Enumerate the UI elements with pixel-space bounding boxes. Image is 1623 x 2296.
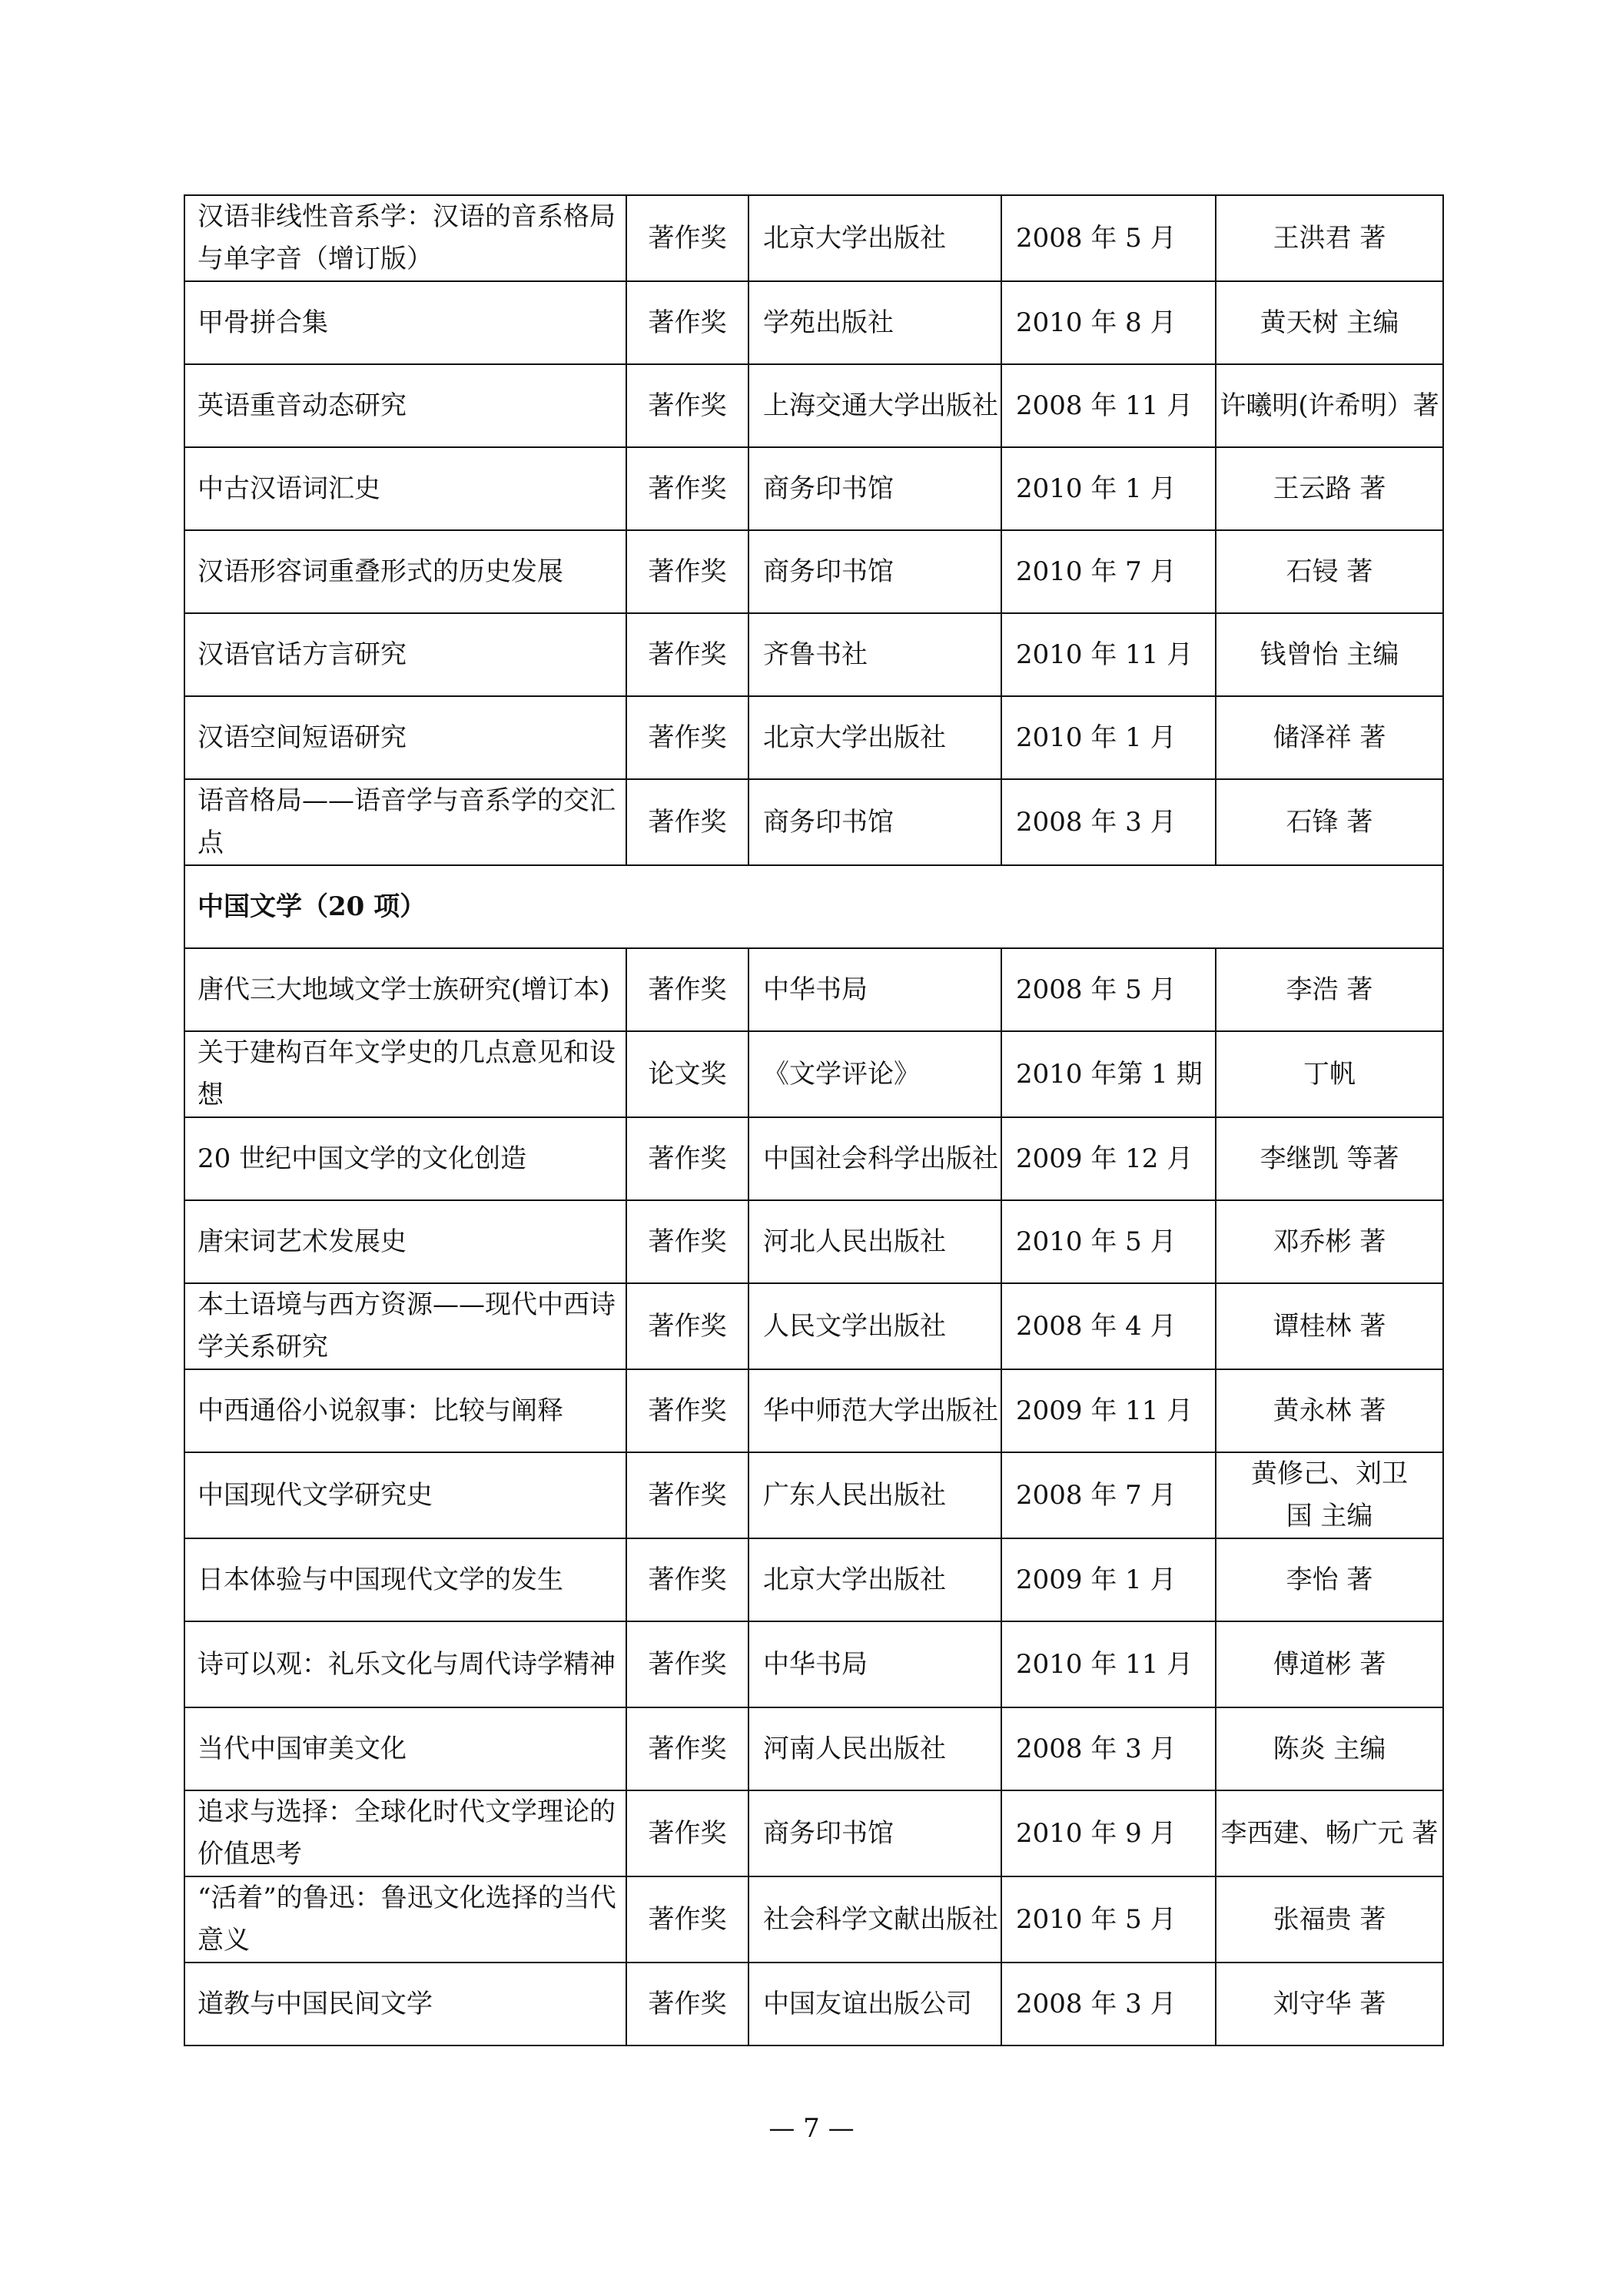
publisher-cell: 学苑出版社 bbox=[748, 281, 1001, 364]
publisher-cell: 商务印书馆 bbox=[748, 1790, 1001, 1876]
table-row bbox=[184, 1876, 1443, 1963]
award-type-cell: 著作奖 bbox=[626, 1707, 748, 1790]
award-type-cell: 著作奖 bbox=[626, 447, 748, 530]
title-cell: 中国现代文学研究史 bbox=[184, 1452, 626, 1538]
award-type-cell: 著作奖 bbox=[626, 1963, 748, 2045]
table-row bbox=[184, 1031, 1443, 1117]
publisher-cell: 上海交通大学出版社 bbox=[748, 364, 1001, 447]
author-cell: 李浩 著 bbox=[1216, 948, 1443, 1031]
publisher-cell: 广东人民出版社 bbox=[748, 1452, 1001, 1538]
publisher-cell: 北京大学出版社 bbox=[748, 1538, 1001, 1621]
title-cell: 唐代三大地域文学士族研究(增订本) bbox=[184, 948, 626, 1031]
date-cell: 2008 年 4 月 bbox=[1001, 1283, 1216, 1369]
author-cell: 黄修己、刘卫国 主编 bbox=[1216, 1452, 1443, 1538]
date-cell: 2008 年 7 月 bbox=[1001, 1452, 1216, 1538]
table-row bbox=[184, 1369, 1443, 1452]
publisher-cell: 河南人民出版社 bbox=[748, 1707, 1001, 1790]
date-cell: 2010 年 8 月 bbox=[1001, 281, 1216, 364]
author-cell: 王云路 著 bbox=[1216, 447, 1443, 530]
date-cell: 2010 年 7 月 bbox=[1001, 530, 1216, 613]
date-cell: 2008 年 5 月 bbox=[1001, 195, 1216, 281]
date-cell: 2010 年 5 月 bbox=[1001, 1876, 1216, 1963]
publisher-cell: 北京大学出版社 bbox=[748, 696, 1001, 779]
table-row bbox=[184, 1117, 1443, 1200]
title-cell: 中古汉语词汇史 bbox=[184, 447, 626, 530]
publisher-cell: 河北人民出版社 bbox=[748, 1200, 1001, 1283]
date-cell: 2010 年 11 月 bbox=[1001, 1621, 1216, 1707]
title-cell: 20 世纪中国文学的文化创造 bbox=[184, 1117, 626, 1200]
author-cell: 邓乔彬 著 bbox=[1216, 1200, 1443, 1283]
date-cell: 2009 年 11 月 bbox=[1001, 1369, 1216, 1452]
table-row bbox=[184, 1452, 1443, 1538]
table-row bbox=[184, 364, 1443, 447]
author-cell: 王洪君 著 bbox=[1216, 195, 1443, 281]
table-row bbox=[184, 613, 1443, 696]
award-type-cell: 著作奖 bbox=[626, 1283, 748, 1369]
title-cell: 中西通俗小说叙事：比较与阐释 bbox=[184, 1369, 626, 1452]
table-row bbox=[184, 447, 1443, 530]
award-type-cell: 著作奖 bbox=[626, 1876, 748, 1963]
date-cell: 2009 年 1 月 bbox=[1001, 1538, 1216, 1621]
title-cell: 英语重音动态研究 bbox=[184, 364, 626, 447]
title-cell: 汉语空间短语研究 bbox=[184, 696, 626, 779]
award-type-cell: 著作奖 bbox=[626, 779, 748, 865]
title-cell: 当代中国审美文化 bbox=[184, 1707, 626, 1790]
award-type-cell: 论文奖 bbox=[626, 1031, 748, 1117]
publisher-cell: 商务印书馆 bbox=[748, 530, 1001, 613]
award-type-cell: 著作奖 bbox=[626, 948, 748, 1031]
award-type-cell: 著作奖 bbox=[626, 613, 748, 696]
title-cell: 汉语非线性音系学：汉语的音系格局与单字音（增订版） bbox=[184, 195, 626, 281]
table-row bbox=[184, 1283, 1443, 1369]
table-row bbox=[184, 1707, 1443, 1790]
author-cell: 傅道彬 著 bbox=[1216, 1621, 1443, 1707]
date-cell: 2010 年第 1 期 bbox=[1001, 1031, 1216, 1117]
awards-table bbox=[184, 194, 1444, 2046]
title-cell: 本土语境与西方资源——现代中西诗学关系研究 bbox=[184, 1283, 626, 1369]
author-cell: 储泽祥 著 bbox=[1216, 696, 1443, 779]
author-cell: 李怡 著 bbox=[1216, 1538, 1443, 1621]
table-row bbox=[184, 1790, 1443, 1876]
date-cell: 2010 年 1 月 bbox=[1001, 696, 1216, 779]
title-cell: 唐宋词艺术发展史 bbox=[184, 1200, 626, 1283]
publisher-cell: 中国社会科学出版社 bbox=[748, 1117, 1001, 1200]
award-type-cell: 著作奖 bbox=[626, 1621, 748, 1707]
table-row bbox=[184, 1538, 1443, 1621]
publisher-cell: 华中师范大学出版社 bbox=[748, 1369, 1001, 1452]
award-type-cell: 著作奖 bbox=[626, 1538, 748, 1621]
title-cell: 语音格局——语音学与音系学的交汇点 bbox=[184, 779, 626, 865]
publisher-cell: 商务印书馆 bbox=[748, 447, 1001, 530]
publisher-cell: 人民文学出版社 bbox=[748, 1283, 1001, 1369]
table-row bbox=[184, 281, 1443, 364]
award-type-cell: 著作奖 bbox=[626, 696, 748, 779]
publisher-cell: 中华书局 bbox=[748, 1621, 1001, 1707]
author-cell: 陈炎 主编 bbox=[1216, 1707, 1443, 1790]
date-cell: 2009 年 12 月 bbox=[1001, 1117, 1216, 1200]
publisher-cell: 社会科学文献出版社 bbox=[748, 1876, 1001, 1963]
section-header-row bbox=[184, 865, 1443, 948]
publisher-cell: 中华书局 bbox=[748, 948, 1001, 1031]
author-cell: 李西建、畅广元 著 bbox=[1216, 1790, 1443, 1876]
award-type-cell: 著作奖 bbox=[626, 1369, 748, 1452]
author-cell: 石锓 著 bbox=[1216, 530, 1443, 613]
title-cell: 关于建构百年文学史的几点意见和设想 bbox=[184, 1031, 626, 1117]
date-cell: 2008 年 3 月 bbox=[1001, 779, 1216, 865]
title-cell: 日本体验与中国现代文学的发生 bbox=[184, 1538, 626, 1621]
title-cell: 甲骨拼合集 bbox=[184, 281, 626, 364]
title-cell: 汉语形容词重叠形式的历史发展 bbox=[184, 530, 626, 613]
award-type-cell: 著作奖 bbox=[626, 1452, 748, 1538]
publisher-cell: 《文学评论》 bbox=[748, 1031, 1001, 1117]
table-row bbox=[184, 1963, 1443, 2045]
award-type-cell: 著作奖 bbox=[626, 1790, 748, 1876]
author-cell: 张福贵 著 bbox=[1216, 1876, 1443, 1963]
table-row bbox=[184, 779, 1443, 865]
table-row bbox=[184, 1621, 1443, 1707]
date-cell: 2010 年 9 月 bbox=[1001, 1790, 1216, 1876]
table-row bbox=[184, 195, 1443, 281]
date-cell: 2008 年 5 月 bbox=[1001, 948, 1216, 1031]
author-cell: 钱曾怡 主编 bbox=[1216, 613, 1443, 696]
publisher-cell: 商务印书馆 bbox=[748, 779, 1001, 865]
table-row bbox=[184, 530, 1443, 613]
title-cell: 诗可以观：礼乐文化与周代诗学精神 bbox=[184, 1621, 626, 1707]
date-cell: 2010 年 5 月 bbox=[1001, 1200, 1216, 1283]
title-cell: “活着”的鲁迅：鲁迅文化选择的当代意义 bbox=[184, 1876, 626, 1963]
author-cell: 谭桂林 著 bbox=[1216, 1283, 1443, 1369]
page-number: — 7 — bbox=[768, 2113, 855, 2144]
award-type-cell: 著作奖 bbox=[626, 195, 748, 281]
author-cell: 黄天树 主编 bbox=[1216, 281, 1443, 364]
publisher-cell: 齐鲁书社 bbox=[748, 613, 1001, 696]
date-cell: 2008 年 11 月 bbox=[1001, 364, 1216, 447]
title-cell: 追求与选择：全球化时代文学理论的价值思考 bbox=[184, 1790, 626, 1876]
publisher-cell: 北京大学出版社 bbox=[748, 195, 1001, 281]
award-type-cell: 著作奖 bbox=[626, 1117, 748, 1200]
date-cell: 2010 年 1 月 bbox=[1001, 447, 1216, 530]
award-type-cell: 著作奖 bbox=[626, 1200, 748, 1283]
table-row bbox=[184, 696, 1443, 779]
award-type-cell: 著作奖 bbox=[626, 530, 748, 613]
author-cell: 石锋 著 bbox=[1216, 779, 1443, 865]
date-cell: 2008 年 3 月 bbox=[1001, 1707, 1216, 1790]
author-cell: 丁帆 bbox=[1216, 1031, 1443, 1117]
author-cell: 许曦明(许希明）著 bbox=[1216, 364, 1443, 447]
author-cell: 黄永林 著 bbox=[1216, 1369, 1443, 1452]
section-title: 中国文学（20 项） bbox=[184, 865, 1443, 948]
award-type-cell: 著作奖 bbox=[626, 364, 748, 447]
publisher-cell: 中国友谊出版公司 bbox=[748, 1963, 1001, 2045]
title-cell: 道教与中国民间文学 bbox=[184, 1963, 626, 2045]
award-type-cell: 著作奖 bbox=[626, 281, 748, 364]
table-row bbox=[184, 1200, 1443, 1283]
author-cell: 李继凯 等著 bbox=[1216, 1117, 1443, 1200]
title-cell: 汉语官话方言研究 bbox=[184, 613, 626, 696]
author-cell: 刘守华 著 bbox=[1216, 1963, 1443, 2045]
date-cell: 2008 年 3 月 bbox=[1001, 1963, 1216, 2045]
date-cell: 2010 年 11 月 bbox=[1001, 613, 1216, 696]
table-row bbox=[184, 948, 1443, 1031]
